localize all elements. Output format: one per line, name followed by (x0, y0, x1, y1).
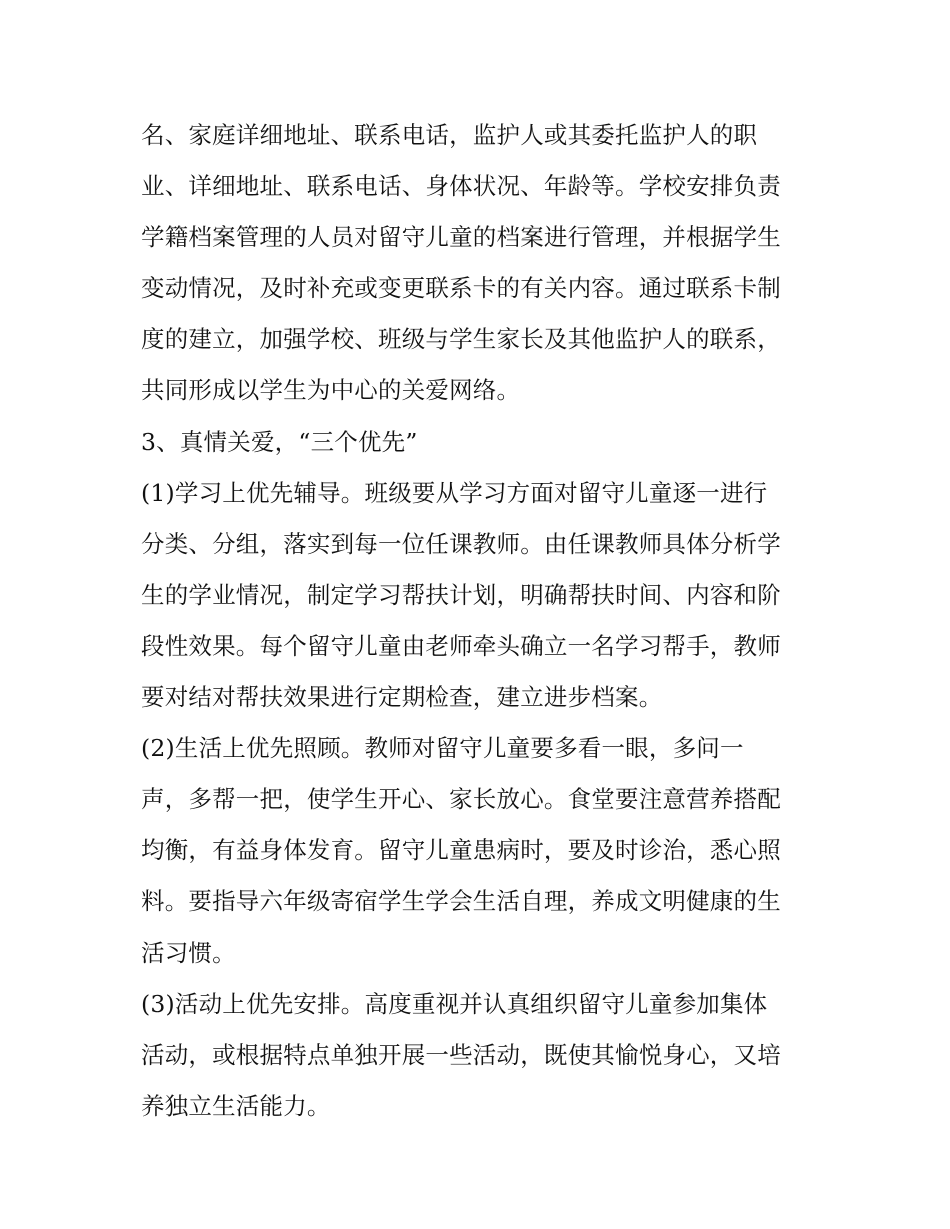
paragraph-line: 度的建立，加强学校、班级与学生家长及其他监护人的联系， (141, 325, 781, 354)
paragraph-line: (2)生活上优先照顾。教师对留守儿童要多看一眼，多问一 (141, 734, 744, 763)
paragraph-line: 业、详细地址、联系电话、身体状况、年龄等。学校安排负责 (141, 172, 781, 201)
paragraph-line: 要对结对帮扶效果进行定期检查，建立进步档案。 (141, 683, 663, 712)
section-heading: 3、真情关爱，“三个优先” (141, 427, 418, 456)
paragraph-line: 活习惯。 (141, 938, 236, 967)
paragraph-line: 活动，或根据特点单独开展一些活动，既使其愉悦身心，又培 (141, 1040, 781, 1069)
paragraph-line: 均衡，有益身体发育。留守儿童患病时，要及时诊治，悉心照 (141, 836, 781, 865)
paragraph-line: 共同形成以学生为中心的关爱网络。 (141, 376, 521, 405)
paragraph-line: 生的学业情况，制定学习帮扶计划，明确帮扶时间、内容和阶 (141, 580, 781, 609)
paragraph-line: 料。要指导六年级寄宿学生学会生活自理，养成文明健康的生 (141, 887, 781, 916)
paragraph-line: 养独立生活能力。 (141, 1091, 331, 1120)
paragraph-line: (1)学习上优先辅导。班级要从学习方面对留守儿童逐一进行 (141, 478, 768, 507)
document-body (141, 110, 821, 1132)
paragraph-line: 变动情况，及时补充或变更联系卡的有关内容。通过联系卡制 (141, 274, 781, 303)
paragraph-line: 段性效果。每个留守儿童由老师牵头确立一名学习帮手，教师 (141, 631, 781, 660)
paragraph-line: 学籍档案管理的人员对留守儿童的档案进行管理，并根据学生 (141, 223, 781, 252)
paragraph-line: (3)活动上优先安排。高度重视并认真组织留守儿童参加集体 (141, 989, 768, 1018)
paragraph-line: 声，多帮一把，使学生开心、家长放心。食堂要注意营养搭配 (141, 785, 781, 814)
paragraph-line: 分类、分组，落实到每一位任课教师。由任课教师具体分析学 (141, 529, 781, 558)
paragraph-line: 名、家庭详细地址、联系电话，监护人或其委托监护人的职 (141, 121, 758, 149)
